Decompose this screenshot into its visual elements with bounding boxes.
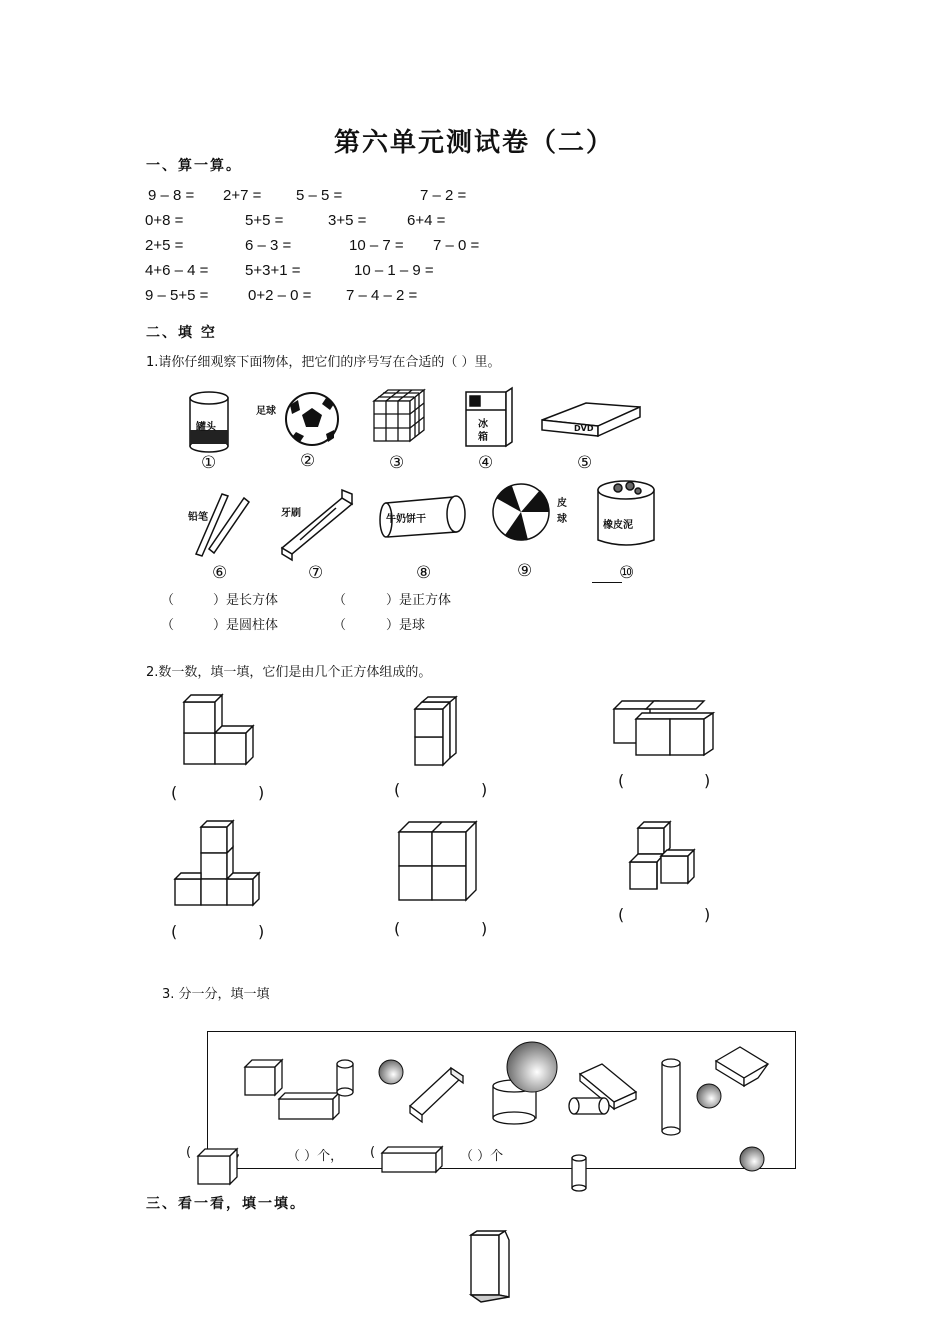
equation: 0+2 – 0 = xyxy=(248,287,312,304)
answer-close-paren: ) xyxy=(704,771,711,790)
answer-sphere: ）是球 xyxy=(386,618,426,633)
object-number: ③ xyxy=(389,453,405,473)
answer-open-paren: ( xyxy=(186,1145,192,1160)
equation: 6+4 = xyxy=(407,212,446,229)
object-number: ② xyxy=(300,451,316,471)
count-suffix-2: （ ）个 xyxy=(460,1149,504,1164)
answer-cube: ）是正方体 xyxy=(386,593,452,608)
q1-prompt: 1.请你仔细观察下面物体，把它们的序号写在合适的（ ）里。 xyxy=(146,355,501,370)
equation: 5 – 5 = xyxy=(296,187,343,204)
equation: 6 – 3 = xyxy=(245,237,292,254)
answer-open-paren: （ xyxy=(333,593,347,608)
answer-open-paren: ( xyxy=(370,1145,376,1160)
answer-open-paren: ( xyxy=(618,771,625,790)
object-number: ① xyxy=(201,453,217,473)
answer-close-paren: ) xyxy=(258,783,265,802)
q3-prompt: 3. 分一分，填一填 xyxy=(162,987,270,1002)
object-label: 铅笔 xyxy=(188,512,208,523)
answer-cuboid: ）是长方体 xyxy=(213,593,279,608)
answer-cylinder: ）是圆柱体 xyxy=(213,618,279,633)
object-label: DVD xyxy=(574,424,594,433)
answer-close-paren: ) xyxy=(481,919,488,938)
object-number: ④ xyxy=(478,453,494,473)
object-number: ⑧ xyxy=(416,563,432,583)
answer-close-paren: ) xyxy=(704,905,711,924)
answer-open-paren: （ xyxy=(161,593,175,608)
equation: 7 – 2 = xyxy=(420,187,467,204)
object-number: ⑦ xyxy=(308,563,324,583)
equation: 7 – 0 = xyxy=(433,237,480,254)
section-2-heading: 二、填 空 xyxy=(146,325,217,341)
object-label: 皮球 xyxy=(557,498,567,525)
object-label: 罐头 xyxy=(196,422,216,433)
equation: 10 – 1 – 9 = xyxy=(354,262,434,279)
object-label: 牛奶饼干 xyxy=(386,514,426,525)
equation: 0+8 = xyxy=(145,212,184,229)
equation: 5+3+1 = xyxy=(245,262,301,279)
object-label: 橡皮泥 xyxy=(603,520,633,531)
answer-open-paren: （ xyxy=(333,618,347,633)
answer-open-paren: （ xyxy=(161,618,175,633)
answer-open-paren: ( xyxy=(394,919,401,938)
equation: 4+6 – 4 = xyxy=(145,262,209,279)
section-3-heading: 三、看一看，填一填。 xyxy=(146,1196,306,1212)
answer-open-paren: ( xyxy=(618,905,625,924)
object-number: ⑩ xyxy=(619,563,635,583)
count-suffix-1: （ ）个， xyxy=(287,1149,344,1164)
equation: 2+7 = xyxy=(223,187,262,204)
object-number: ⑨ xyxy=(517,561,533,581)
q2-prompt: 2.数一数，填一填，它们是由几个正方体组成的。 xyxy=(146,665,432,680)
equation: 9 – 5+5 = xyxy=(145,287,209,304)
equation: 3+5 = xyxy=(328,212,367,229)
tall-cuboid-shape xyxy=(471,1231,509,1302)
equation: 2+5 = xyxy=(145,237,184,254)
equation: 7 – 4 – 2 = xyxy=(346,287,418,304)
equation: 10 – 7 = xyxy=(349,237,404,254)
object-label: 足球 xyxy=(256,406,276,417)
answer-comma: , xyxy=(236,1145,241,1160)
object-number: ⑤ xyxy=(577,453,593,473)
answer-open-paren: ( xyxy=(171,922,178,941)
equation: 5+5 = xyxy=(245,212,284,229)
answer-open-paren: ( xyxy=(171,783,178,802)
object-label: 牙刷 xyxy=(281,508,301,519)
section-1-heading: 一、算一算。 xyxy=(146,158,242,174)
object-label: 冰箱 xyxy=(478,419,488,443)
page-title: 第六单元测试卷（二） xyxy=(334,128,615,158)
equation: 9 – 8 = xyxy=(148,187,195,204)
answer-close-paren: ) xyxy=(258,922,265,941)
object-number: ⑥ xyxy=(212,563,228,583)
answer-close-paren: ) xyxy=(481,780,488,799)
answer-open-paren: ( xyxy=(394,780,401,799)
